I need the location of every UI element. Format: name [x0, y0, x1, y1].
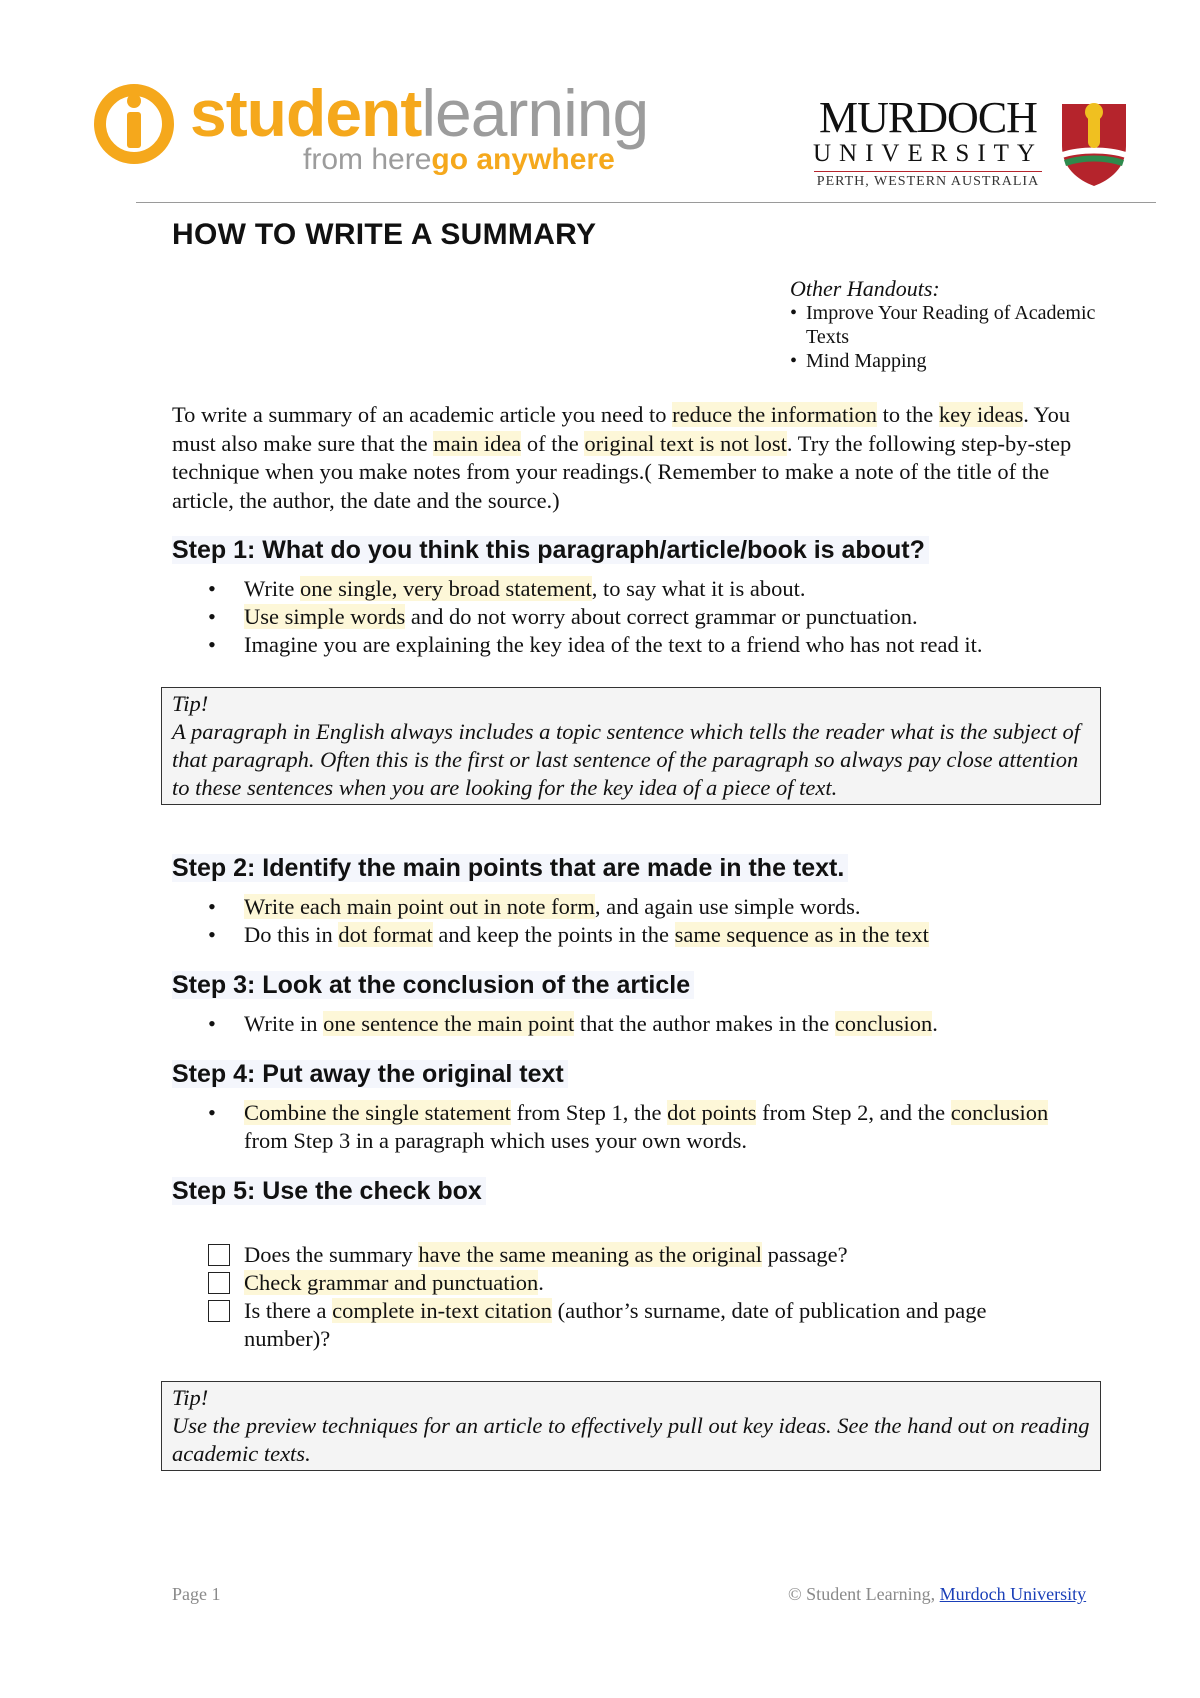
brand-student: student	[190, 76, 422, 150]
university-name: MURDOCH	[819, 93, 1037, 142]
brand-wordmark	[190, 76, 649, 150]
tip-text: A paragraph in English always includes a topic sentence which tells the reader what is the subject of that paragraph. Often this is the first or last sentence of the paragraph so always pay close attention to these sentences when you are looking for the key idea of a piece of text.	[172, 719, 1081, 800]
list-text: , to say what it is about.	[591, 576, 806, 601]
list-item	[172, 603, 1072, 631]
list-highlight: one sentence the main point	[323, 1011, 575, 1036]
checklist-item	[172, 1269, 1072, 1297]
brand-tagline	[303, 144, 615, 176]
list-text: , and again use simple words.	[594, 894, 861, 919]
intro-highlight: main idea	[433, 430, 522, 456]
handout-link-mind-mapping[interactable]: • Mind Mapping	[790, 349, 1120, 373]
step-5-heading-text: Step 5: Use the check box	[172, 1177, 486, 1205]
checklist-item	[172, 1241, 1072, 1269]
header-divider	[136, 202, 1156, 203]
list-text: that the author makes in the	[574, 1011, 835, 1036]
list-highlight: complete in-text citation	[332, 1298, 553, 1323]
handout-link-reading[interactable]: • Improve Your Reading of Academic Texts	[790, 301, 1120, 349]
list-highlight: conclusion	[950, 1100, 1049, 1125]
step-3-heading	[172, 971, 694, 1000]
step-4-list	[172, 1099, 1072, 1155]
intro-text: . Try the following step-by-step technique when you make notes from your readings.( Remember to make a note of the title of the article, the author, the date and the source.)	[172, 430, 1072, 513]
university-sub: UNIVERSITY	[813, 140, 1043, 167]
list-text: .	[932, 1011, 938, 1036]
list-item	[172, 893, 1072, 921]
step-1-heading-text: Step 1: What do you think this paragraph/article/book is about?	[172, 536, 929, 564]
list-text: from Step 2, and the	[756, 1100, 951, 1125]
checkbox[interactable]	[208, 1300, 230, 1322]
murdoch-university-link[interactable]: Murdoch University	[939, 1584, 1087, 1604]
intro-highlight: original text is not lost	[584, 430, 787, 456]
intro-text: To write a summary of an academic article you need to	[172, 402, 673, 427]
intro-text: . You must also make sure that the	[172, 402, 1071, 456]
checkbox[interactable]	[208, 1272, 230, 1294]
list-highlight: same sequence as in the text	[674, 922, 929, 947]
tip-box-1	[161, 687, 1101, 805]
intro-highlight: key ideas	[938, 402, 1024, 427]
brand-go-anywhere: go anywhere	[431, 143, 615, 176]
murdoch-wordmark	[808, 93, 1048, 192]
list-text: passage?	[761, 1242, 848, 1267]
list-highlight: Check grammar and punctuation	[244, 1270, 539, 1295]
footer-copyright	[788, 1584, 1086, 1605]
list-text: Imagine you are explaining the key idea of the text to a friend who has not read it.	[244, 632, 983, 657]
step-5-heading	[172, 1177, 486, 1206]
list-item	[172, 1010, 1072, 1038]
tip-text: Use the preview techniques for an article to effectively pull out key ideas. See the hand out on reading academic texts.	[172, 1413, 1090, 1466]
footer-page-number: Page 1	[172, 1584, 221, 1604]
list-text: and do not worry about correct grammar or punctuation.	[405, 604, 918, 629]
list-item	[172, 575, 1072, 603]
list-highlight: conclusion	[834, 1011, 933, 1036]
list-highlight: have the same meaning as the original	[418, 1242, 762, 1267]
footer-copyright-text: © Student Learning,	[788, 1584, 940, 1604]
brand-from-here: from here	[303, 143, 432, 176]
step-2-heading-text: Step 2: Identify the main points that are made in the text.	[172, 854, 848, 882]
list-highlight: Combine the single statement	[244, 1100, 511, 1125]
list-text: Write	[244, 576, 300, 601]
tip-label: Tip!	[172, 1385, 209, 1410]
intro-paragraph	[172, 401, 1072, 515]
list-highlight: dot format	[338, 922, 433, 947]
list-text: .	[538, 1270, 544, 1295]
list-text: Does the summary	[244, 1242, 419, 1267]
other-handouts-label: Other Handouts:	[790, 276, 940, 301]
tip-box-2	[161, 1381, 1101, 1471]
page-title: HOW TO WRITE A SUMMARY	[172, 218, 597, 251]
intro-highlight: reduce the information	[672, 402, 878, 427]
step-1-list	[172, 575, 1072, 659]
brand-learning: learning	[421, 76, 649, 150]
list-text: from Step 3 in a paragraph which uses your own words.	[244, 1128, 748, 1153]
list-text: and keep the points in the	[432, 922, 675, 947]
list-highlight: Use simple words	[244, 604, 406, 629]
other-handouts	[790, 277, 1120, 373]
list-text: Is there a	[244, 1298, 333, 1323]
list-text: from Step 1, the	[510, 1100, 668, 1125]
list-highlight: Write each main point out in note form	[244, 894, 595, 919]
list-text: Write in	[244, 1011, 324, 1036]
list-item	[172, 631, 1072, 659]
checkbox[interactable]	[208, 1244, 230, 1266]
list-item	[172, 1099, 1072, 1155]
checklist-item	[172, 1297, 1072, 1353]
step-4-heading	[172, 1060, 568, 1089]
list-text: (author’s surname, date of publication and page number)?	[244, 1298, 987, 1351]
step-2-list	[172, 893, 1072, 949]
step-1-heading	[172, 536, 929, 565]
tip-label: Tip!	[172, 691, 209, 716]
intro-text: of the	[521, 430, 585, 456]
intro-text: to the	[877, 402, 939, 427]
step-4-heading-text: Step 4: Put away the original text	[172, 1060, 568, 1088]
list-highlight: one single, very broad statement	[299, 576, 592, 601]
step-2-heading	[172, 854, 848, 883]
list-highlight: dot points	[667, 1100, 757, 1125]
step-5-checklist	[172, 1241, 1072, 1353]
university-location: PERTH, WESTERN AUSTRALIA	[816, 174, 1040, 189]
murdoch-crest-icon	[1058, 100, 1130, 193]
list-text: Do this in	[244, 922, 339, 947]
step-3-list	[172, 1010, 1072, 1038]
step-3-heading-text: Step 3: Look at the conclusion of the article	[172, 971, 694, 999]
list-item	[172, 921, 1072, 949]
